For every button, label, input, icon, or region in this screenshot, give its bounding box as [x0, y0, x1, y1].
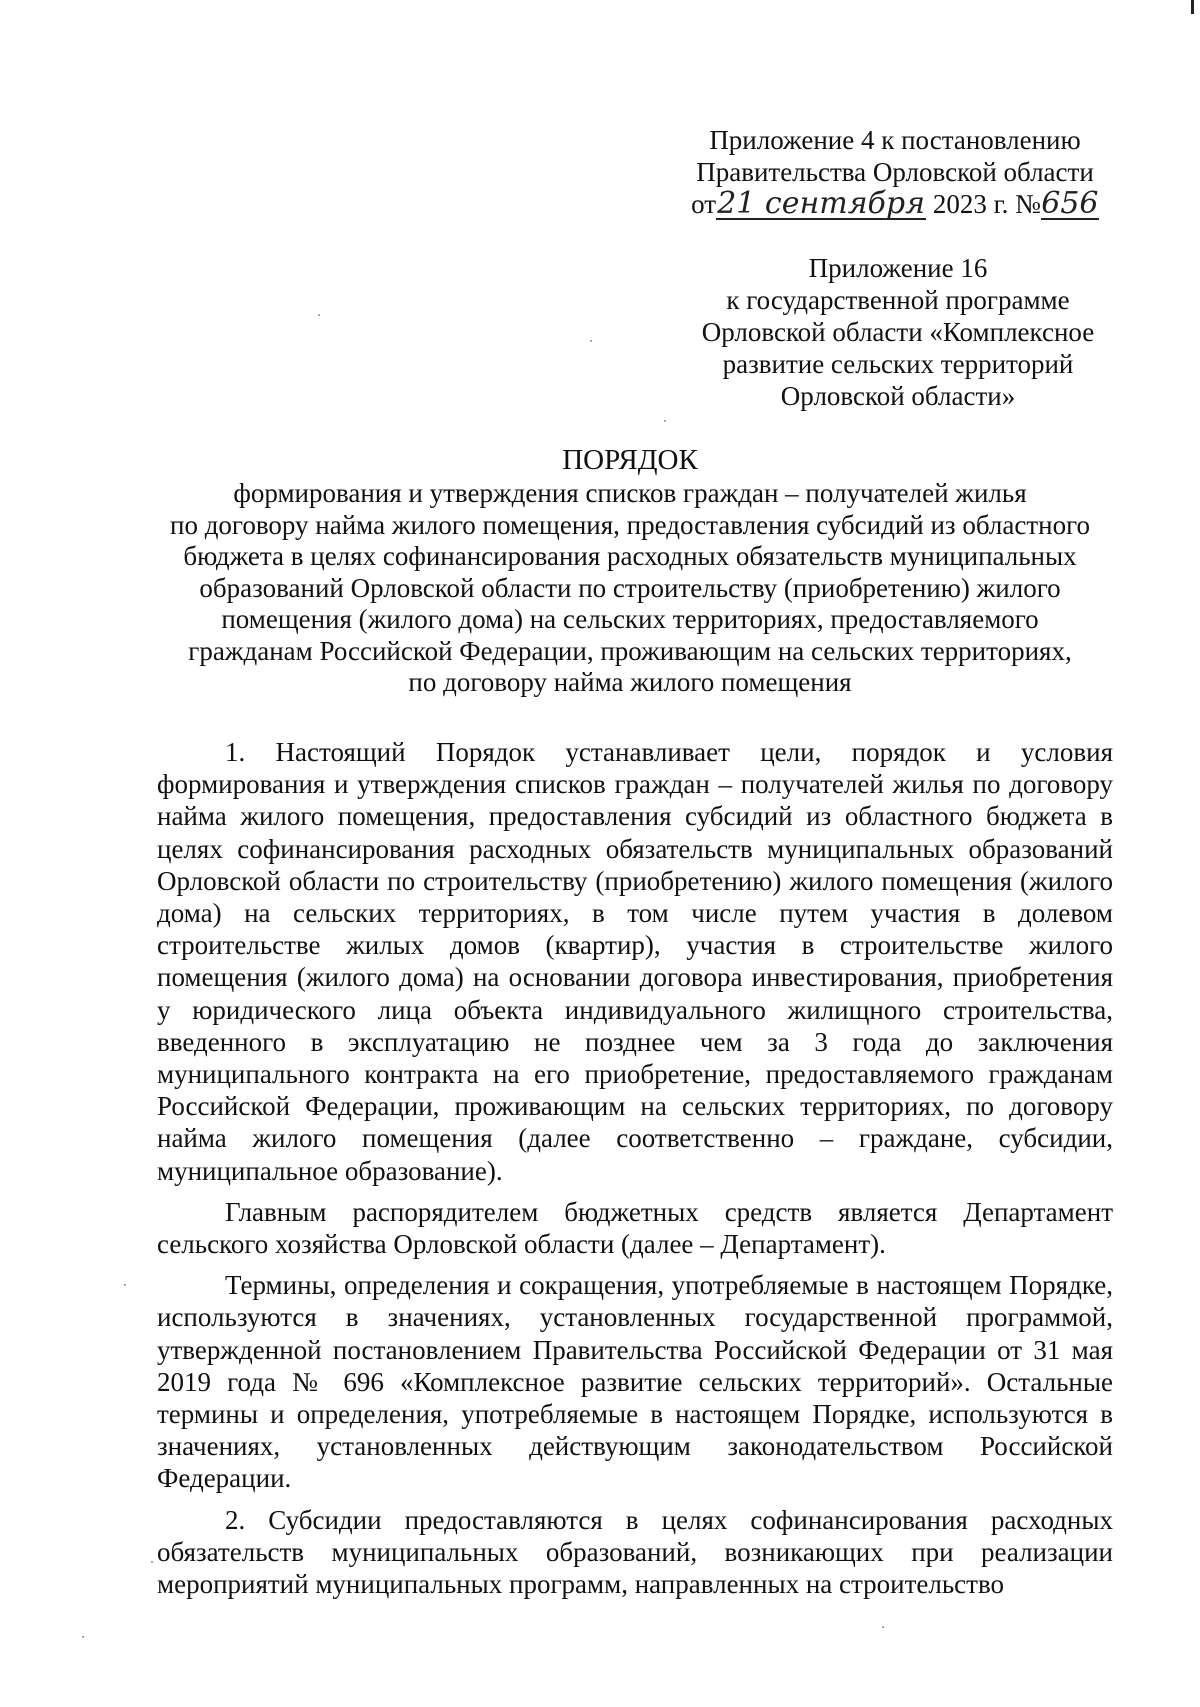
document-title: ПОРЯДОК	[562, 444, 698, 476]
scan-speck	[318, 314, 320, 316]
handwritten-date: 21 сентября	[717, 186, 925, 221]
paragraph-2: 2. Субсидии предоставляются в целях софинансирования расходных обязательств муниципальных образований, возникающих при реализации мероприятий муниципальных программ, направленных на строительство	[157, 1504, 1113, 1600]
annex-resolution-block	[660, 124, 1130, 220]
subtitle-line: помещения (жилого дома) на сельских территориях, предоставляемого	[221, 604, 1039, 634]
subtitle-line: бюджета в целях софинансирования расходных обязательств муниципальных	[183, 541, 1077, 571]
paragraph-terms: Термины, определения и сокращения, употребляемые в настоящем Порядке, используются в значениях, установленных государственной программой, утвержденной постановлением Правительства Российской Федерации от 31 мая 2019 года № 696 «Комплексное развитие сельских территорий». Остальные термины и определения, употребляемые в настоящем Порядке, используются в значениях, установленных действующим законодательством Российской Федерации.	[157, 1270, 1113, 1494]
paragraph-1: 1. Настоящий Порядок устанавливает цели, порядок и условия формирования и утверждения списков граждан – получателей жилья по договору найма жилого помещения, предоставления субсидий из областного бюджета в целях софинансирования расходных обязательств муниципальных образований Орловской области по строительству (приобретению) жилого помещения (жилого дома) на сельских территориях, в том числе путем участия в долевом строительстве жилых домов (квартир), участия в строительстве жилого помещения (жилого дома) на основании договора инвестирования, приобретения у юридического лица объекта индивидуального жилищного строительства, введенного в эксплуатацию не позднее чем за 3 года до заключения муниципального контракта на его приобретение, предоставляемого гражданам Российской Федерации, проживающим на сельских территориях, по договору найма жилого помещения (далее соответственно – граждане, субсидии, муниципальное образование).	[157, 737, 1113, 1186]
annex-program-block	[678, 252, 1118, 412]
subtitle-line: по договору найма жилого помещения	[408, 667, 852, 697]
scan-speck	[124, 1284, 126, 1286]
scan-speck	[82, 1636, 84, 1638]
annex-program-line: к государственной программе	[726, 285, 1070, 315]
scan-speck	[882, 1626, 884, 1628]
annex-program-line: Орловской области»	[780, 381, 1016, 411]
scan-speck	[590, 340, 592, 342]
document-body	[157, 736, 1113, 1600]
from-label: от	[691, 189, 717, 219]
subtitle-line: формирования и утверждения списков граждан – получателей жилья	[233, 478, 1027, 508]
subtitle-line: по договору найма жилого помещения, предоставления субсидий из областного	[170, 509, 1090, 540]
document-subtitle	[150, 478, 1110, 699]
annex-resolution-line2: Правительства Орловской области	[696, 157, 1094, 187]
paragraph-budget-manager: Главным распорядителем бюджетных средств является Департамент сельского хозяйства Орловской области (далее – Департамент).	[157, 1196, 1113, 1260]
annex-program-line: Орловской области «Комплексное	[701, 317, 1095, 347]
annex-resolution-line1: Приложение 4 к постановлению	[709, 125, 1081, 155]
annex-program-line: Приложение 16	[808, 253, 988, 283]
annex-program-line: развитие сельских территорий	[722, 349, 1074, 379]
scan-edge-mark	[1191, 0, 1194, 14]
year-and-number-label: 2023 г. №	[932, 189, 1041, 219]
scan-speck	[151, 1561, 153, 1563]
subtitle-line: гражданам Российской Федерации, проживающим на сельских территориях,	[188, 635, 1072, 666]
handwritten-number: 656	[1041, 186, 1099, 221]
subtitle-line: образований Орловской области по строительству (приобретению) жилого	[199, 572, 1061, 603]
annex-resolution-date-line	[660, 188, 1130, 220]
scan-speck	[664, 420, 666, 422]
